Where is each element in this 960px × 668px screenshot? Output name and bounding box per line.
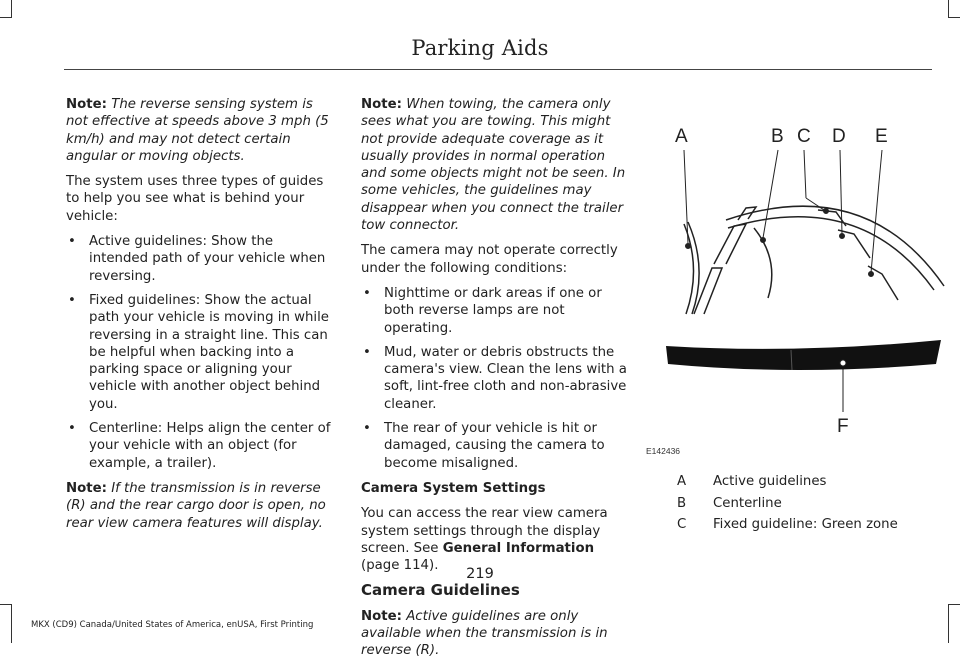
note-label: Note: bbox=[66, 97, 107, 112]
settings-text: You can access the rear view camera system settings through the display screen. See bbox=[361, 506, 608, 556]
zone-right-3 bbox=[868, 266, 898, 300]
list-item bbox=[66, 420, 336, 472]
note-active-guidelines bbox=[361, 608, 633, 660]
figure-code: E142436 bbox=[646, 446, 681, 456]
page-title: Parking Aids bbox=[411, 36, 549, 60]
rear-bumper bbox=[666, 340, 941, 370]
general-information-link[interactable]: General Information bbox=[442, 540, 595, 556]
bullet-icon: • bbox=[363, 421, 371, 437]
bullet-icon: • bbox=[68, 292, 76, 308]
bullet-icon: • bbox=[363, 285, 371, 301]
bullet-icon: • bbox=[68, 234, 76, 250]
crop-mark-bottom-right-h bbox=[948, 604, 960, 605]
camera-guidelines-heading: Camera Guidelines bbox=[361, 581, 520, 600]
fixed-guideline-arc-inner bbox=[728, 217, 934, 290]
crop-mark-bottom-left-v bbox=[11, 604, 12, 643]
label-e: E bbox=[875, 126, 888, 147]
note-towing bbox=[361, 96, 633, 234]
list-item-text: Active guidelines: Show the intended path of your vehicle when reversing. bbox=[89, 234, 326, 284]
label-b: B bbox=[771, 126, 784, 147]
note-label: Note: bbox=[361, 608, 402, 624]
list-item-text: Mud, water or debris obstructs the camera's view. Clean the lens with a soft, lint-free cloth and non-abrasive cleaner. bbox=[384, 344, 627, 412]
crop-mark-top-left-v bbox=[11, 0, 12, 18]
leader-c bbox=[804, 150, 806, 198]
crop-mark-top-left-h bbox=[0, 17, 12, 18]
list-item bbox=[66, 233, 336, 285]
page-reference: (page 114). bbox=[361, 558, 439, 574]
legend-text: Fixed guideline: Green zone bbox=[713, 517, 898, 532]
note-text: Active guidelines are only available when the transmission is in reverse (R). bbox=[361, 608, 608, 659]
page-number: 219 bbox=[466, 566, 494, 582]
fixed-guideline-arc-outer bbox=[726, 206, 944, 286]
bullet-icon: • bbox=[68, 421, 76, 437]
camera-guidelines-diagram bbox=[646, 118, 946, 468]
column-left bbox=[66, 96, 336, 540]
active-guideline-left-inner bbox=[684, 224, 694, 314]
guides-intro: The system uses three types of guides to help you see what is behind your vehicle: bbox=[66, 174, 324, 224]
list-item bbox=[66, 292, 336, 413]
list-item-text: The rear of your vehicle is hit or damaged, causing the camera to become misaligned. bbox=[384, 421, 605, 471]
legend-row bbox=[677, 517, 898, 539]
zone-line-2 bbox=[714, 224, 746, 264]
leader-e bbox=[879, 150, 882, 182]
conditions-intro: The camera may not operate correctly under the following conditions: bbox=[361, 243, 618, 276]
list-item bbox=[361, 420, 633, 472]
crop-mark-top-right-v bbox=[948, 0, 949, 18]
list-item-text: Nighttime or dark areas if one or both reverse lamps are not operating. bbox=[384, 285, 602, 336]
label-c: C bbox=[797, 126, 811, 147]
camera-system-settings-heading: Camera System Settings bbox=[361, 480, 546, 496]
header-rule bbox=[64, 69, 932, 70]
guides-list bbox=[66, 233, 336, 472]
footer-text: MKX (CD9) Canada/United States of America, enUSA, First Printing bbox=[31, 620, 314, 630]
legend-text: Centerline bbox=[713, 495, 782, 511]
crop-mark-bottom-right-v bbox=[948, 604, 949, 643]
note-text: When towing, the camera only sees what you are towing. This might not provide adequate coverage as it usually provides in normal operation and some objects might not be seen. In some vehicles, the guidelines may disappear when you connect the trailer tow connector. bbox=[361, 97, 626, 234]
legend-key: C bbox=[677, 517, 687, 532]
note-transmission bbox=[66, 480, 336, 532]
settings-paragraph bbox=[361, 505, 633, 574]
leader-b bbox=[763, 150, 778, 238]
label-a: A bbox=[675, 126, 688, 147]
legend-key: A bbox=[677, 474, 687, 489]
legend-key: B bbox=[677, 495, 687, 511]
bullet-icon: • bbox=[363, 344, 371, 360]
label-f: F bbox=[837, 416, 849, 437]
figure-legend bbox=[677, 474, 898, 539]
label-d: D bbox=[832, 126, 846, 147]
list-item bbox=[361, 285, 633, 337]
note-text: If the transmission is in reverse (R) and the rear cargo door is open, no rear view camera features will display. bbox=[66, 480, 326, 531]
note-label: Note: bbox=[361, 97, 402, 112]
list-item bbox=[361, 344, 633, 413]
legend-row bbox=[677, 496, 898, 518]
note-label: Note: bbox=[66, 480, 107, 496]
note-text: The reverse sensing system is not effective at speeds above 3 mph (5 km/h) and may not detect certain angular or moving objects. bbox=[66, 97, 329, 164]
list-item-text: Centerline: Helps align the center of your vehicle with an object (for example, a trailer). bbox=[89, 421, 331, 471]
conditions-list bbox=[361, 285, 633, 472]
crop-mark-bottom-left-h bbox=[0, 604, 12, 605]
crop-mark-top-right-h bbox=[948, 17, 960, 18]
list-item-text: Fixed guidelines: Show the actual path your vehicle is moving in while reversing in a straight line. This can be helpful when backing into a parking space or aligning your vehicle with another object behind you. bbox=[89, 292, 329, 412]
legend-text: Active guidelines bbox=[713, 474, 827, 489]
legend-row bbox=[677, 474, 898, 496]
note-reverse-sensing bbox=[66, 96, 336, 165]
